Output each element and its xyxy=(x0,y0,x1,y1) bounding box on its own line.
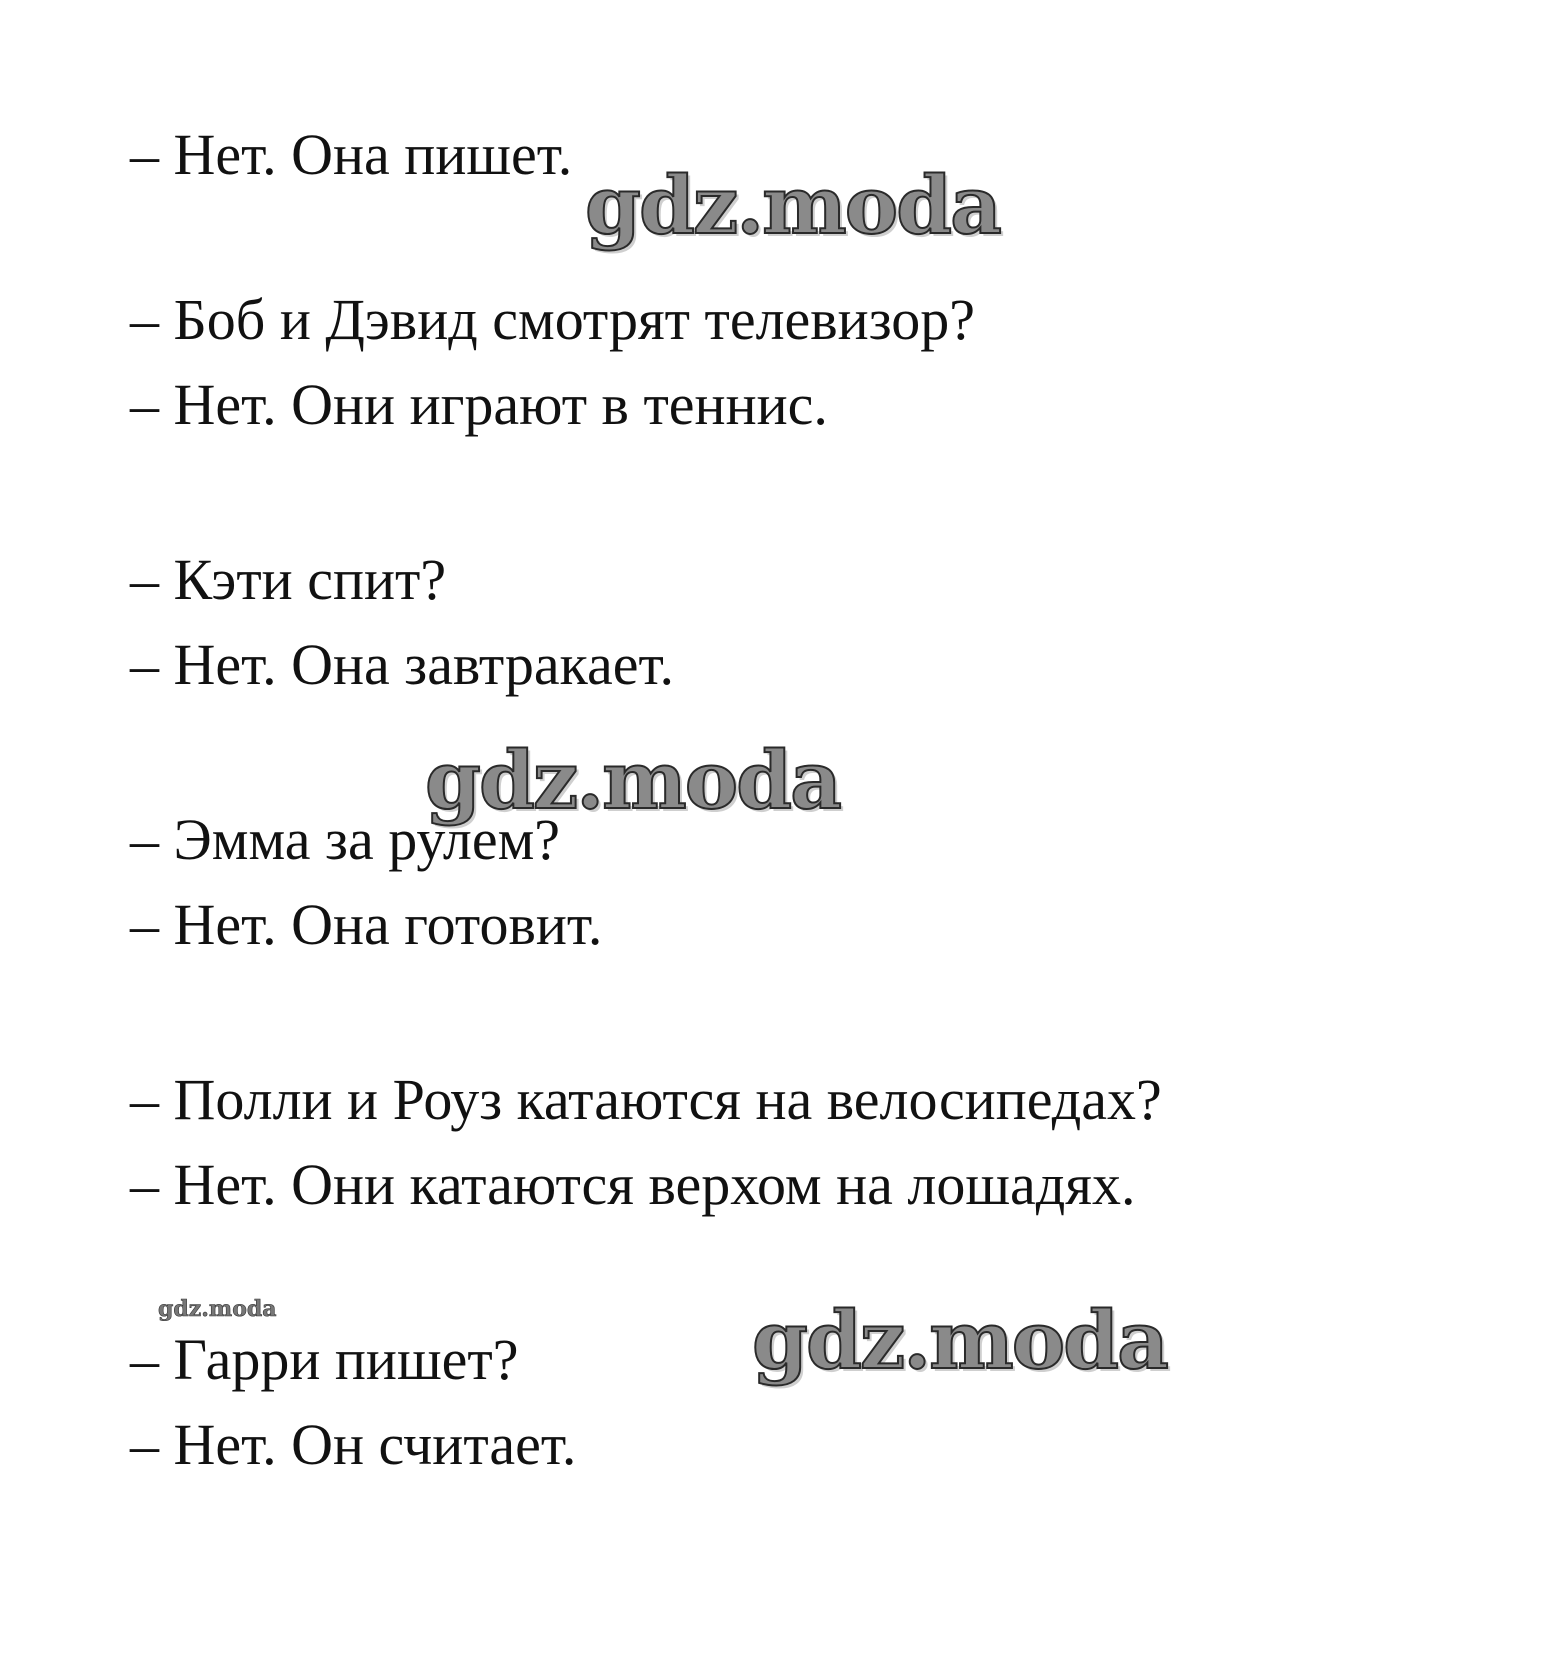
dialogue-line: – Полли и Роуз катаются на велосипедах? xyxy=(130,1067,1162,1132)
watermark: gdz.moda xyxy=(585,158,1000,252)
watermark: gdz.moda xyxy=(425,733,840,827)
dialogue-line: – Нет. Она пишет. xyxy=(130,122,573,187)
watermark: gdz.moda xyxy=(752,1293,1167,1387)
dialogue-line: – Нет. Она готовит. xyxy=(130,892,603,957)
dialogue-line: – Боб и Дэвид смотрят телевизор? xyxy=(130,287,976,352)
dialogue-line: – Нет. Они катаются верхом на лошадях. xyxy=(130,1152,1136,1217)
dialogue-line: – Гарри пишет? xyxy=(130,1327,519,1392)
dialogue-line: – Эмма за рулем? xyxy=(130,807,561,872)
dialogue-line: – Нет. Они играют в теннис. xyxy=(130,372,828,437)
dialogue-line: – Кэти спит? xyxy=(130,547,447,612)
watermark: gdz.moda xyxy=(158,1296,277,1322)
dialogue-line: – Нет. Он считает. xyxy=(130,1412,577,1477)
dialogue-line: – Нет. Она завтракает. xyxy=(130,632,674,697)
